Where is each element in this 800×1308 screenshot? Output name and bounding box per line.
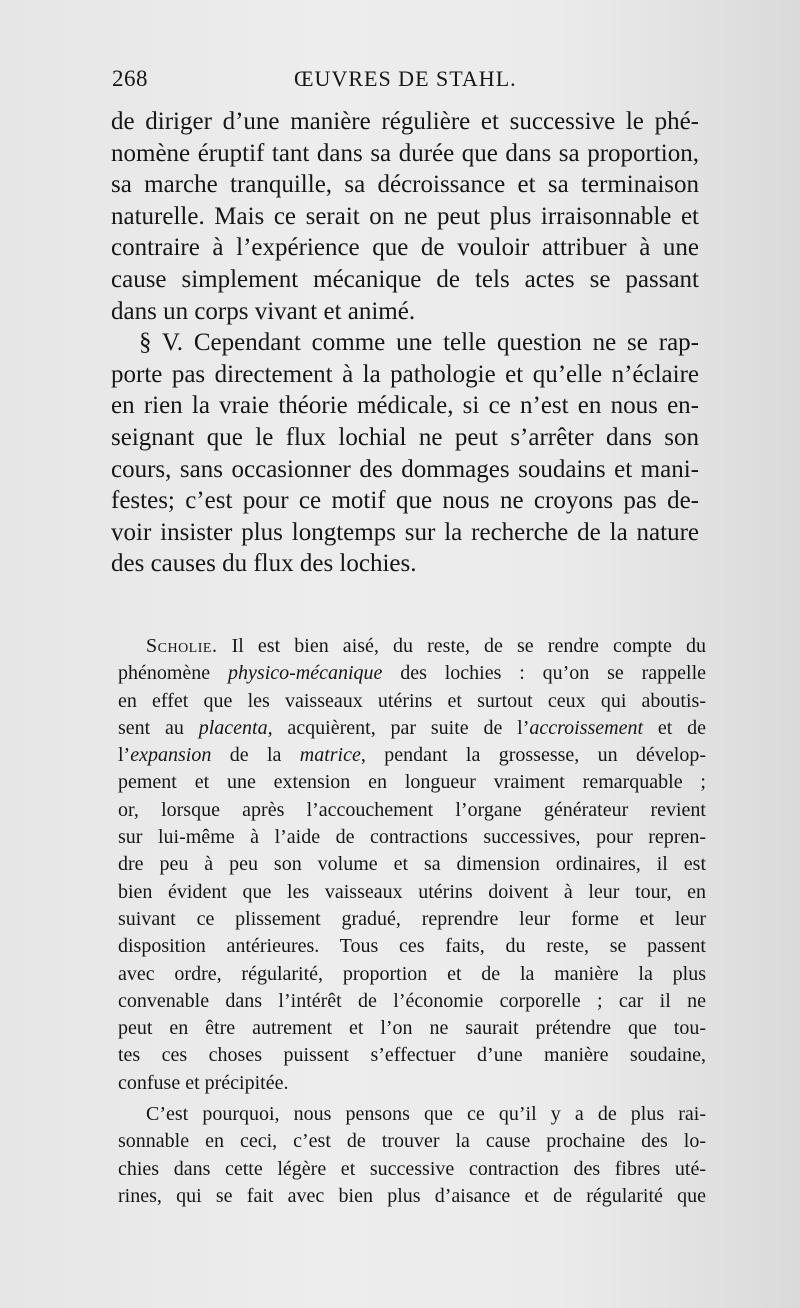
scholie-line: chies dans cette légère et successive contraction des fibres uté- xyxy=(118,1157,706,1180)
scholie-line: disposition antérieures. Tous ces faits, du reste, se passent xyxy=(118,935,706,958)
scholie-line: rines, qui se fait avec bien plus d’aisance et de régularité que xyxy=(118,1184,706,1207)
text-line: en rien la vraie théorie médicale, si ce n’est en nous en- xyxy=(111,392,699,420)
text-line: nomène éruptif tant dans sa durée que dans sa proportion, xyxy=(111,139,699,167)
page-header xyxy=(112,66,698,102)
text-line: cause simplement mécanique de tels actes se passant xyxy=(111,265,699,293)
scholie-line xyxy=(118,660,706,687)
scholie-line: peut en être autrement et l’on ne saurait prétendre que tou- xyxy=(118,1017,706,1040)
scholie-text: Il est bien aisé, du reste, de se rendre compte du xyxy=(231,635,706,657)
italic-run: physico-mécanique xyxy=(228,662,383,685)
page-number: 268 xyxy=(112,66,148,91)
text-line: contraire à l’expérience que de vouloir attribuer à une xyxy=(111,234,699,262)
scholie-line: confuse et précipitée. xyxy=(118,1071,289,1094)
text-line: naturelle. Mais ce serait on ne peut plus irraisonnable et xyxy=(111,202,699,230)
text-line: voir insister plus longtemps sur la recherche de la nature xyxy=(111,518,699,546)
italic-run: matrice xyxy=(299,744,361,767)
scholie-line: dre peu à peu son volume et sa dimension ordinaires, il est xyxy=(118,853,706,876)
scholie-line xyxy=(118,633,706,660)
scholie-line: convenable dans l’intérêt de l’économie corporelle ; car il ne xyxy=(118,989,706,1012)
scholie-line xyxy=(118,715,706,742)
scholie-line: avec ordre, régularité, proportion et de la manière la plus xyxy=(118,962,706,985)
text-run: sent au xyxy=(118,716,199,739)
italic-run: placenta, xyxy=(198,716,273,739)
text-line: festes; c’est pour ce motif que nous ne croyons pas de- xyxy=(111,487,699,515)
scholie-line: C’est pourquoi, nous pensons que ce qu’il y a de plus rai- xyxy=(146,1103,706,1126)
scholie-block xyxy=(118,633,706,1210)
scholie-line: en effet que les vaisseaux utérins et surtout ceux qui aboutis- xyxy=(118,689,706,712)
text-run: , pendant la grossesse, un dévelop- xyxy=(360,744,707,767)
italic-run: expansion xyxy=(130,744,212,767)
text-run: acquièrent, par suite de l’ xyxy=(272,716,530,739)
scholie-line: or, lorsque après l’accouchement l’organe générateur revient xyxy=(118,798,706,821)
scholie-label: Scholie. xyxy=(146,635,218,657)
scholie-line: pement et une extension en longueur vraiment remarquable ; xyxy=(118,771,706,794)
text-line: de diriger d’une manière régulière et successive le phé- xyxy=(111,108,699,135)
text-line: dans un corps vivant et animé. xyxy=(111,297,416,325)
text-line: seignant que le flux lochial ne peut s’arrêter dans son xyxy=(111,423,699,451)
text-line: des causes du flux des lochies. xyxy=(111,550,417,578)
text-run: de la xyxy=(211,744,300,767)
italic-run: accroissement xyxy=(529,716,644,739)
text-line: porte pas directement à la pathologie et qu’elle n’éclaire xyxy=(111,360,699,388)
scholie-line: sur lui-même à l’aide de contractions successives, pour repren- xyxy=(118,826,706,849)
text-run: des lochies : qu’on se rappelle xyxy=(382,662,707,685)
section-v-line: § V. Cependant comme une telle question ne se rap- xyxy=(139,329,699,357)
text-run: l’ xyxy=(118,744,131,767)
scholie-line: suivant ce plissement gradué, reprendre leur forme et leur xyxy=(118,907,706,930)
main-text-block xyxy=(111,106,699,580)
text-run: phénomène xyxy=(118,662,229,685)
running-title: ŒUVRES DE STAHL. xyxy=(294,66,517,91)
scholie-line xyxy=(118,742,706,769)
scholie-line: sonnable en ceci, c’est de trouver la cause prochaine des lo- xyxy=(118,1130,706,1153)
scholie-line: tes ces choses puissent s’effectuer d’une manière soudaine, xyxy=(118,1044,706,1067)
text-line: sa marche tranquille, sa décroissance et sa terminaison xyxy=(111,171,699,199)
text-line: cours, sans occasionner des dommages soudains et mani- xyxy=(111,455,699,483)
scholie-line: bien évident que les vaisseaux utérins doivent à leur tour, en xyxy=(118,880,706,903)
text-run: et de xyxy=(643,716,707,739)
